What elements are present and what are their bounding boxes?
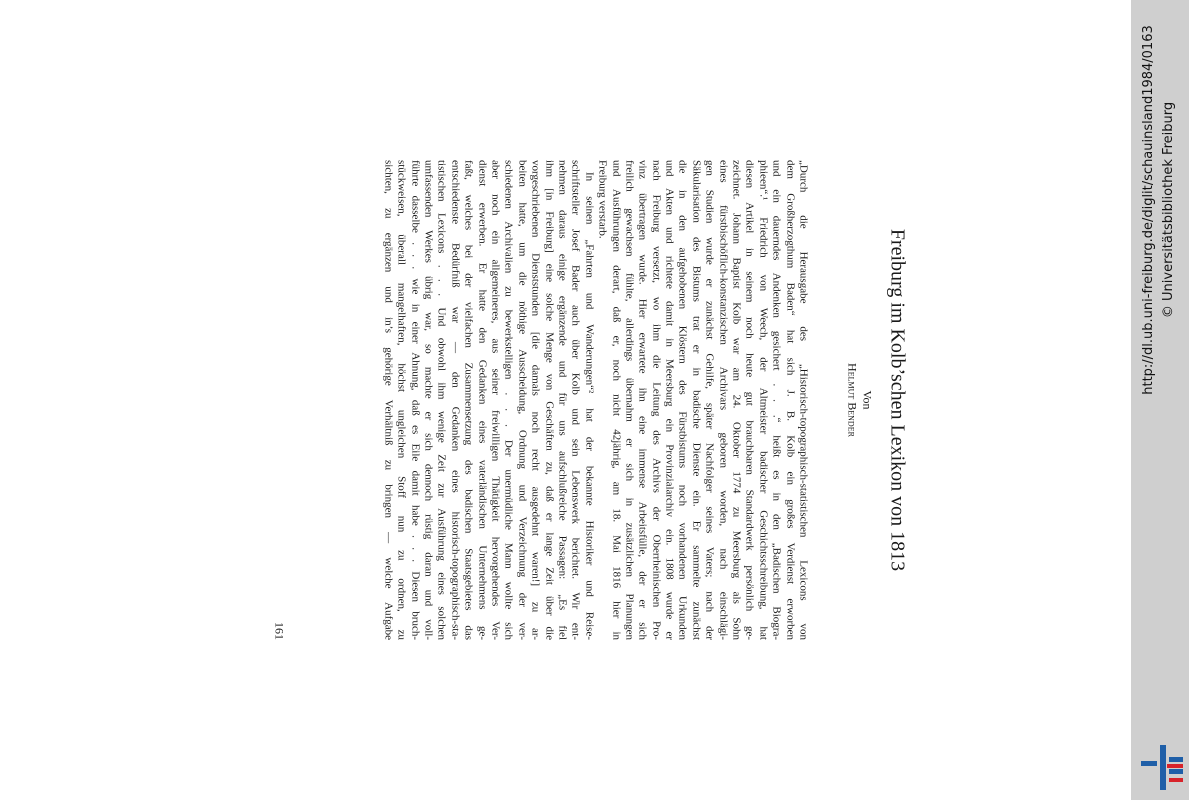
text-line: dienst erwerben. Er hatte den Gedanken eines vaterländischen Unternehmens ge- bbox=[476, 160, 489, 640]
text-line: gen Studien wurde er zunächst Gehilfe, später Nachfolger seines Vaters; nach der bbox=[703, 160, 716, 640]
text-line: faßt, welches bei der vielfachen Zusammensetzung des badischen Staatsgebietes das bbox=[462, 160, 475, 640]
text-line: freilich gewachsen fühlte, allerdings übernahm er sich in zusätzlichen Planungen bbox=[623, 160, 636, 640]
body-text bbox=[381, 160, 810, 640]
text-line: aber noch ein allgemeineres, aus seiner freiwilligen Thätigkeit hervorgehendes Ver- bbox=[489, 160, 502, 640]
text-line: vorgeschriebenen Dienststunden [die damals noch recht ausgedehnt waren!] zu ar- bbox=[529, 160, 542, 640]
sidebar bbox=[1131, 0, 1189, 800]
ub-freiburg-logo-icon bbox=[1141, 745, 1183, 790]
logo-blue-bar-lower bbox=[1169, 769, 1183, 774]
text-line: und Ausführungen derart, daß er, noch nicht 42jährig, am 18. Mai 1816 hier in bbox=[610, 160, 623, 640]
author-name: Helmut Bender bbox=[845, 363, 860, 437]
text-line: schiedenen Archivalien zu bewerkstelligen . . . Der unermüdliche Mann wollte sich bbox=[502, 160, 515, 640]
text-line: Säkularisation des Bistums trat er in badische Dienste ein. Er sammelte zunächst bbox=[690, 160, 703, 640]
page-title: Freiburg im Kolb’schen Lexikon von 1813 bbox=[886, 228, 909, 572]
text-line: dem Großherzogthum Baden“ hat sich J. B. Kolb ein großes Verdienst erworben bbox=[784, 160, 797, 640]
text-line: vinz übertragen wurde. Hier erwartete ihn eine immense Arbeitsfülle, der er sich bbox=[636, 160, 649, 640]
text-line: sichten, zu ergänzen und in’s gehörige Verhältniß zu bringen — welche Aufgabe bbox=[382, 160, 395, 640]
text-line: „Durch die Herausgabe des „Historisch-topographisch-statistischen Lexicons von bbox=[797, 160, 810, 640]
text-line: In seinen „Fahrten und Wanderungen“² hat der bekannte Historiker und Reise- bbox=[583, 172, 596, 640]
text-line: und ein dauerndes Andenken gesichert . . .“ heißt es in den „Badischen Biogra- bbox=[770, 160, 783, 640]
logo-blue-bar-right bbox=[1169, 757, 1183, 762]
text-line: entschiedenste Bedürfniß war — den Gedanken eines historisch-topographisch-sta- bbox=[449, 160, 462, 640]
copyright-notice: © Universitätsbibliothek Freiburg bbox=[1161, 101, 1176, 319]
text-line: eines fürstbischöflich-konstanzischen Archivars geboren worden, nach einschlägi- bbox=[717, 160, 730, 640]
text-line: schriftsteller Josef Bader auch über Kolb und sein Lebenswerk berichtet. Wir ent- bbox=[569, 160, 582, 640]
paragraph-2 bbox=[381, 160, 595, 640]
text-line: die in den aufgehobenen Klöstern des Fürstbistums noch vorhandenen Urkunden bbox=[676, 160, 689, 640]
paragraph-1 bbox=[595, 160, 809, 640]
document-page bbox=[255, 160, 910, 640]
logo-blue-stem bbox=[1160, 745, 1166, 790]
logo-blue-bar-left bbox=[1141, 761, 1157, 766]
page-number: 161 bbox=[272, 622, 287, 640]
text-line: phieen“.¹ Friedrich von Weech, der Altmeister badischer Geschichtsschreibung, hat bbox=[757, 160, 770, 640]
permalink-url[interactable]: http://dl.ub.uni-freiburg.de/diglit/schauinsland1984/0163 bbox=[1141, 25, 1156, 395]
byline-von: Von bbox=[860, 390, 875, 410]
text-line: führte dasselbe . . . wie in einer Ahnung, daß es Eile damit habe . . . Diesen bruch- bbox=[409, 160, 422, 640]
text-line: ihm [in Freiburg] eine solche Menge von Geschäften zu, daß er lange Zeit über die bbox=[543, 160, 556, 640]
text-line: Freiburg verstarb. bbox=[596, 160, 609, 239]
sidebar-text bbox=[1139, 0, 1179, 420]
logo-red-bar bbox=[1167, 764, 1183, 768]
text-line: und Akten und richtete damit in Meersburg ein Provinzialarchiv ein. 1808 wurde er bbox=[663, 160, 676, 640]
text-line: zeichnet. Johann Baptist Kolb war am 24. Oktober 1774 zu Meersburg als Sohn bbox=[730, 160, 743, 640]
text-line: tistischen Lexicons . . . Und obwohl ihm wenige Zeit zur Ausführung eines solchen bbox=[435, 160, 448, 640]
logo-red-bar-lower bbox=[1169, 778, 1183, 782]
text-line: umfassenden Werkes übrig war, so machte er sich dennoch rüstig daran und voll- bbox=[422, 160, 435, 640]
text-line: nehmen daraus einige ergänzende und für uns aufschlußreiche Passagen: „Es fiel bbox=[556, 160, 569, 640]
text-line: nach Freiburg versetzt, wo ihm die Leitung des Archivs der Oberrheinischen Pro- bbox=[650, 160, 663, 640]
text-line: stückweisen, überall mangelhaften, höchst ungleichen Stoff nun zu ordnen, zu bbox=[395, 160, 408, 640]
text-line: beiten hatte, um die nöthige Ausscheidung, Ordnung und Verzeichnung der ver- bbox=[516, 160, 529, 640]
text-line: diesen Artikel in seinem noch heute gut brauchbaren Standardwerk persönlich ge- bbox=[743, 160, 756, 640]
